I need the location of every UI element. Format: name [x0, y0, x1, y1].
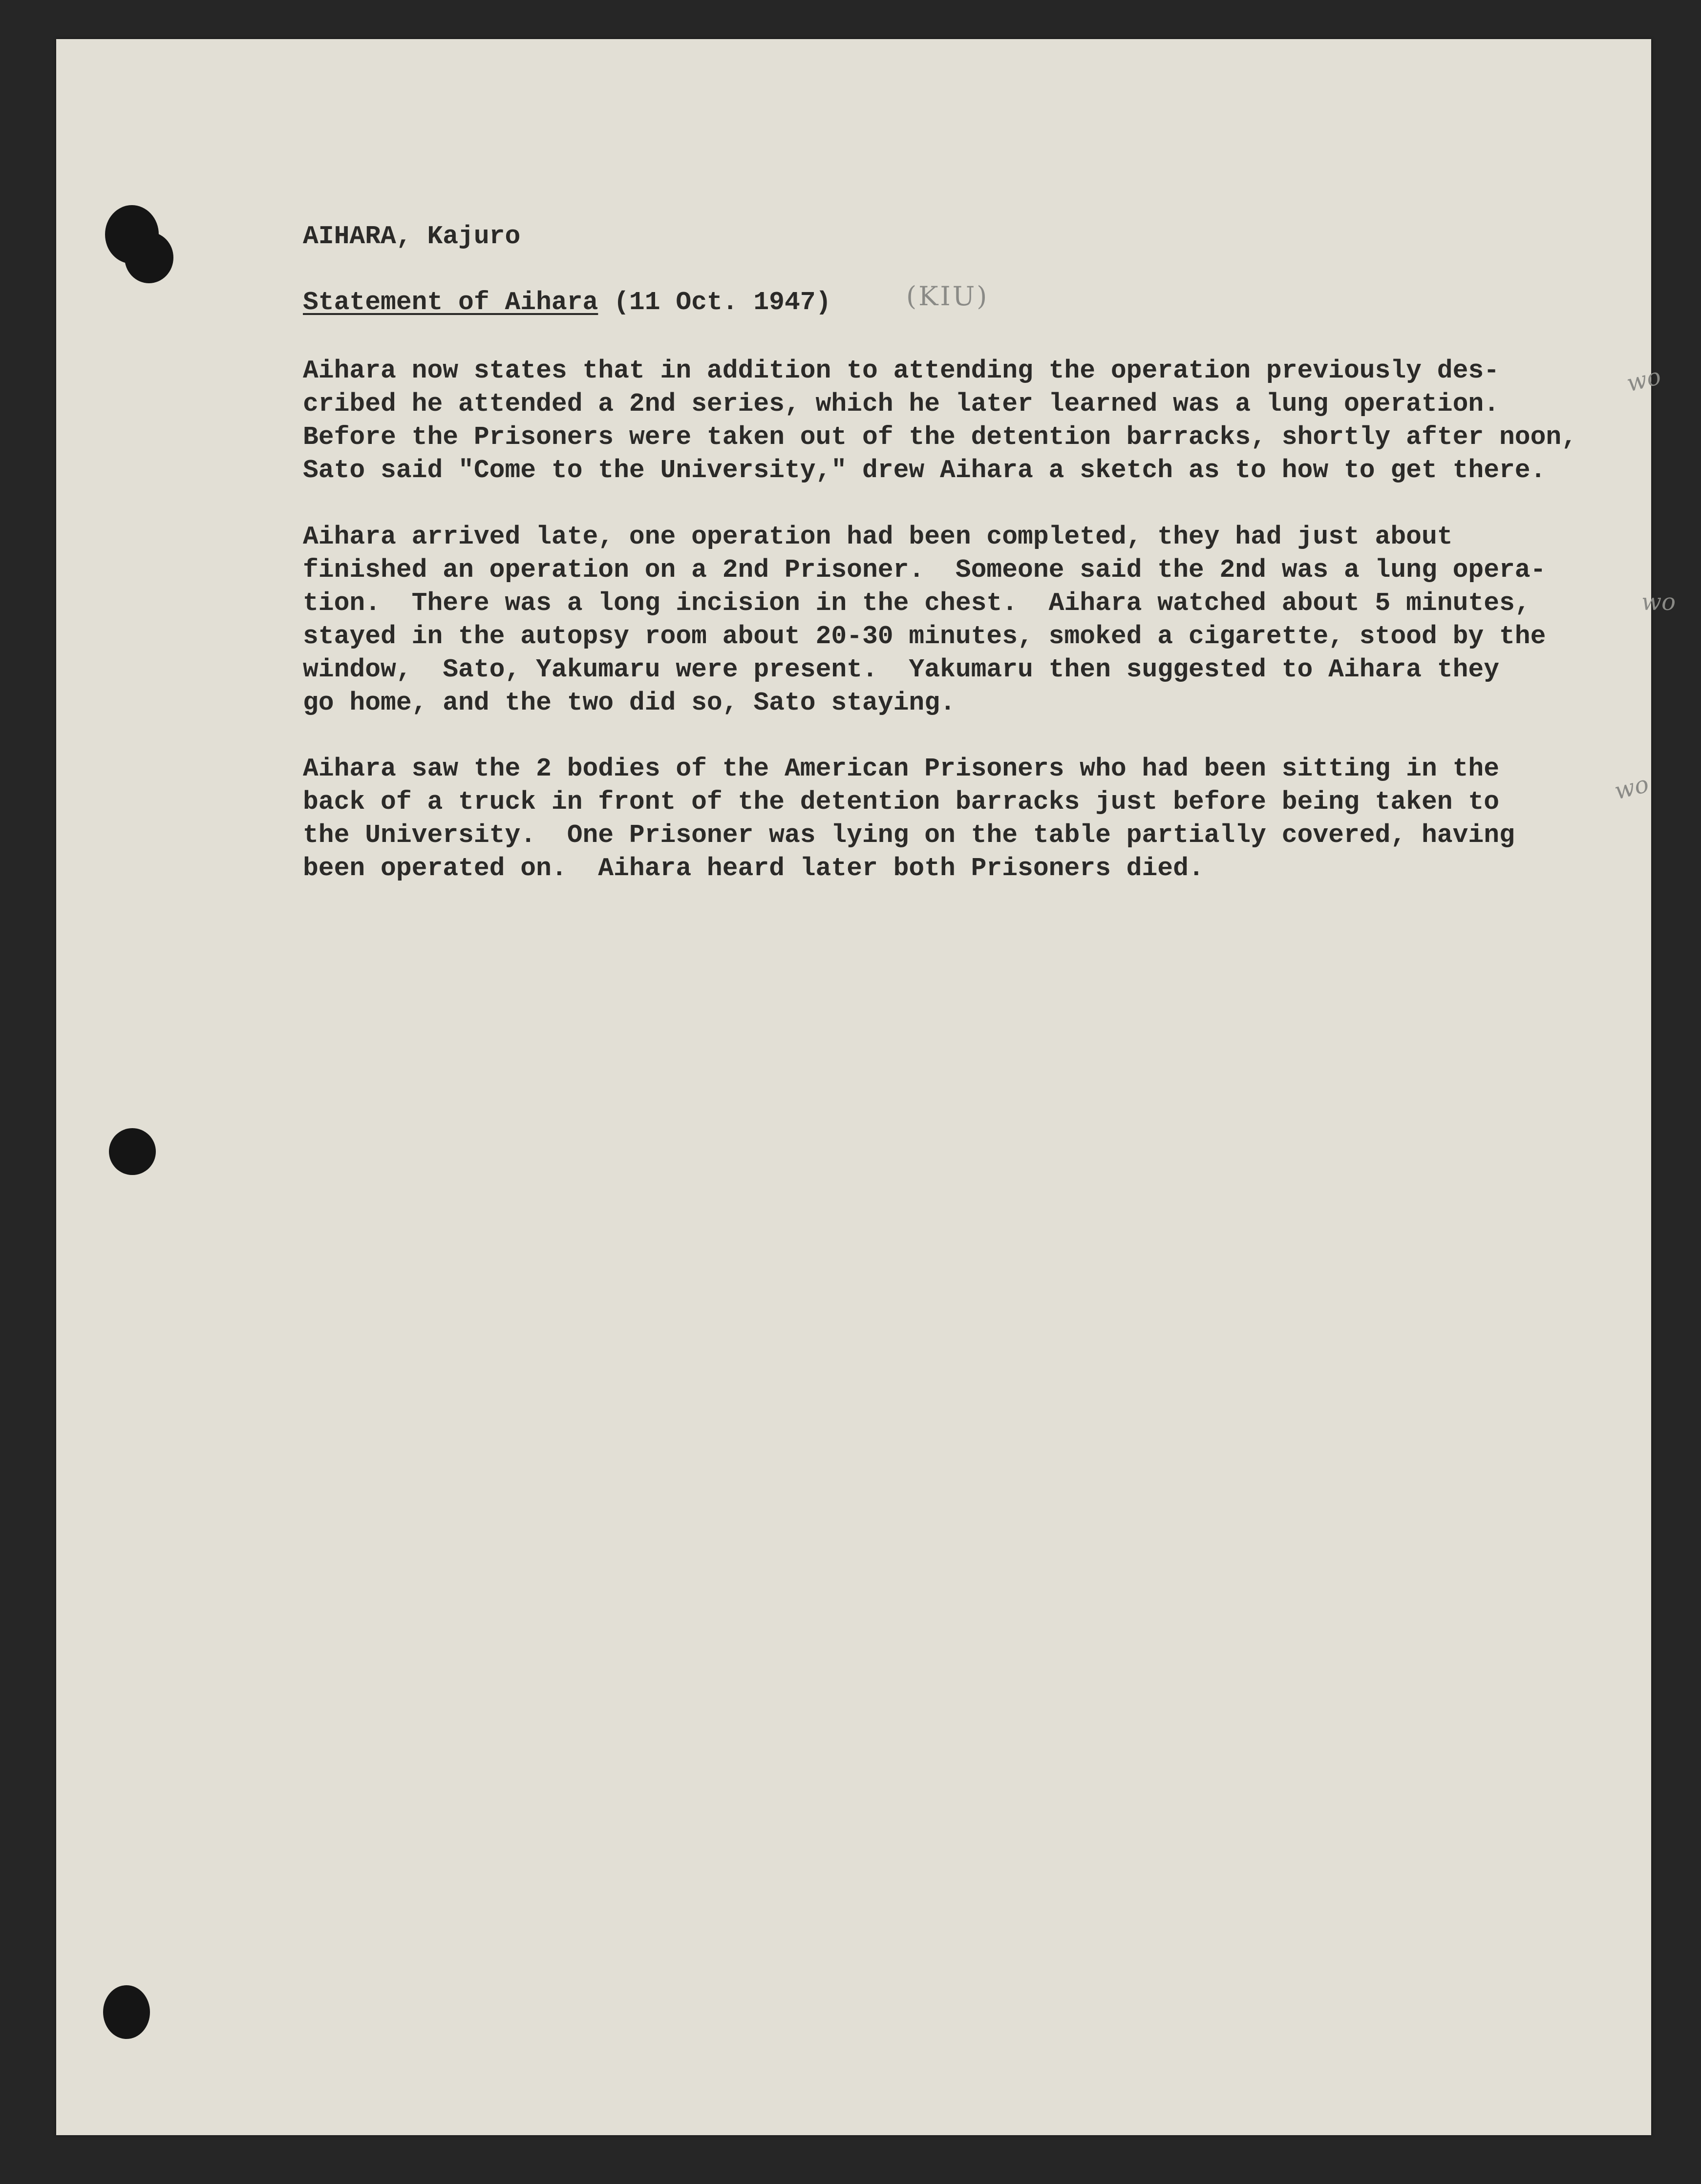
handwritten-code-mark: (KIU) [906, 281, 989, 312]
document-page [56, 39, 1676, 2135]
punch-hole-middle [109, 1128, 156, 1175]
paragraph-2: Aihara arrived late, one operation had been completed, they had just about finished an operation on a 2nd Prisoner. Someone said the 2nd was a lung opera- tion. There was a long incision in the chest. Aihara watched about 5 minutes, stayed in the autopsy room about 20-30 minutes, smoked a cigarette, stood by the window, Sato, Yakumaru were present. Yakumaru then suggested to Aihara they go home, and the two did so, Sato staying. [303, 522, 1546, 717]
punch-hole-bottom [103, 1985, 150, 2039]
handwritten-initials-2: wo [1641, 588, 1676, 616]
statement-title: Statement of Aihara [303, 288, 598, 317]
punch-hole-top-notch [125, 232, 173, 283]
statement-header [303, 286, 831, 319]
paragraph-1: Aihara now states that in addition to attending the operation previously des- cribed he attended a 2nd series, which he later learned was a lung operation. Before the Prisoners were taken out of the detention barracks, shortly after noon, Sato said "Come to the University," drew Aihara a sketch as to how to get there. [303, 356, 1577, 485]
handwritten-initials-3: wo [1612, 770, 1652, 805]
handwritten-initials-1: wo [1624, 362, 1664, 398]
paragraph-3: Aihara saw the 2 bodies of the American Prisoners who had been sitting in the back of a truck in front of the detention barracks just before being taken to the University. One Prisoner was lying on the table partially covered, having been operated on. Aihara heard later both Prisoners died. [303, 754, 1515, 883]
subject-name: AIHARA, Kajuro [303, 222, 521, 251]
statement-date: (11 Oct. 1947) [598, 288, 831, 317]
